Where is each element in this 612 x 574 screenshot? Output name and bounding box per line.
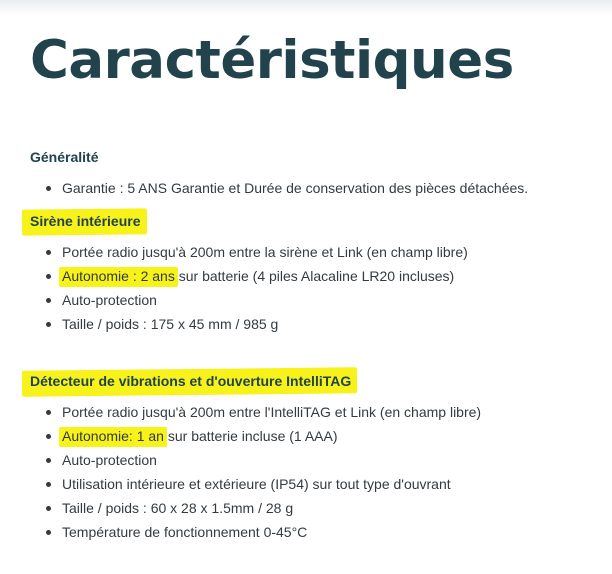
list-item: Portée radio jusqu'à 200m entre la sirène et Link (en champ libre) <box>46 240 468 264</box>
section-heading-sirene <box>30 212 141 230</box>
list-item: Température de fonctionnement 0-45°C <box>46 520 481 544</box>
list-item: Taille / poids : 175 x 45 mm / 985 g <box>46 312 468 336</box>
list-generalite <box>46 176 528 200</box>
list-item: Portée radio jusqu'à 200m entre l'IntelliTAG et Link (en champ libre) <box>46 400 481 424</box>
list-item <box>46 424 481 448</box>
list-sirene <box>46 240 468 336</box>
list-item-rest: sur batterie (4 piles Alacaline LR20 incluses) <box>174 268 455 284</box>
list-item: Utilisation intérieure et extérieure (IP54) sur tout type d'ouvrant <box>46 472 481 496</box>
section-heading-generalite: Généralité <box>30 149 99 165</box>
heading-highlight: Détecteur de vibrations et d'ouverture IntelliTAG <box>30 373 352 389</box>
list-item: Taille / poids : 60 x 28 x 1.5mm / 28 g <box>46 496 481 520</box>
page-title: Caractéristiques <box>30 30 514 91</box>
list-detecteur <box>46 400 481 544</box>
highlighted-text: Autonomie: 1 an <box>62 428 164 444</box>
list-item: Auto-protection <box>46 448 481 472</box>
list-item: Auto-protection <box>46 288 468 312</box>
section-heading-detecteur <box>30 372 351 390</box>
heading-highlight: Sirène intérieure <box>30 213 141 229</box>
list-item <box>46 264 468 288</box>
list-item: Garantie : 5 ANS Garantie et Durée de conservation des pièces détachées. <box>46 176 528 200</box>
list-item-rest: sur batterie incluse (1 AAA) <box>163 428 338 444</box>
highlighted-text: Autonomie : 2 ans <box>62 268 175 284</box>
top-shadow <box>0 0 612 14</box>
